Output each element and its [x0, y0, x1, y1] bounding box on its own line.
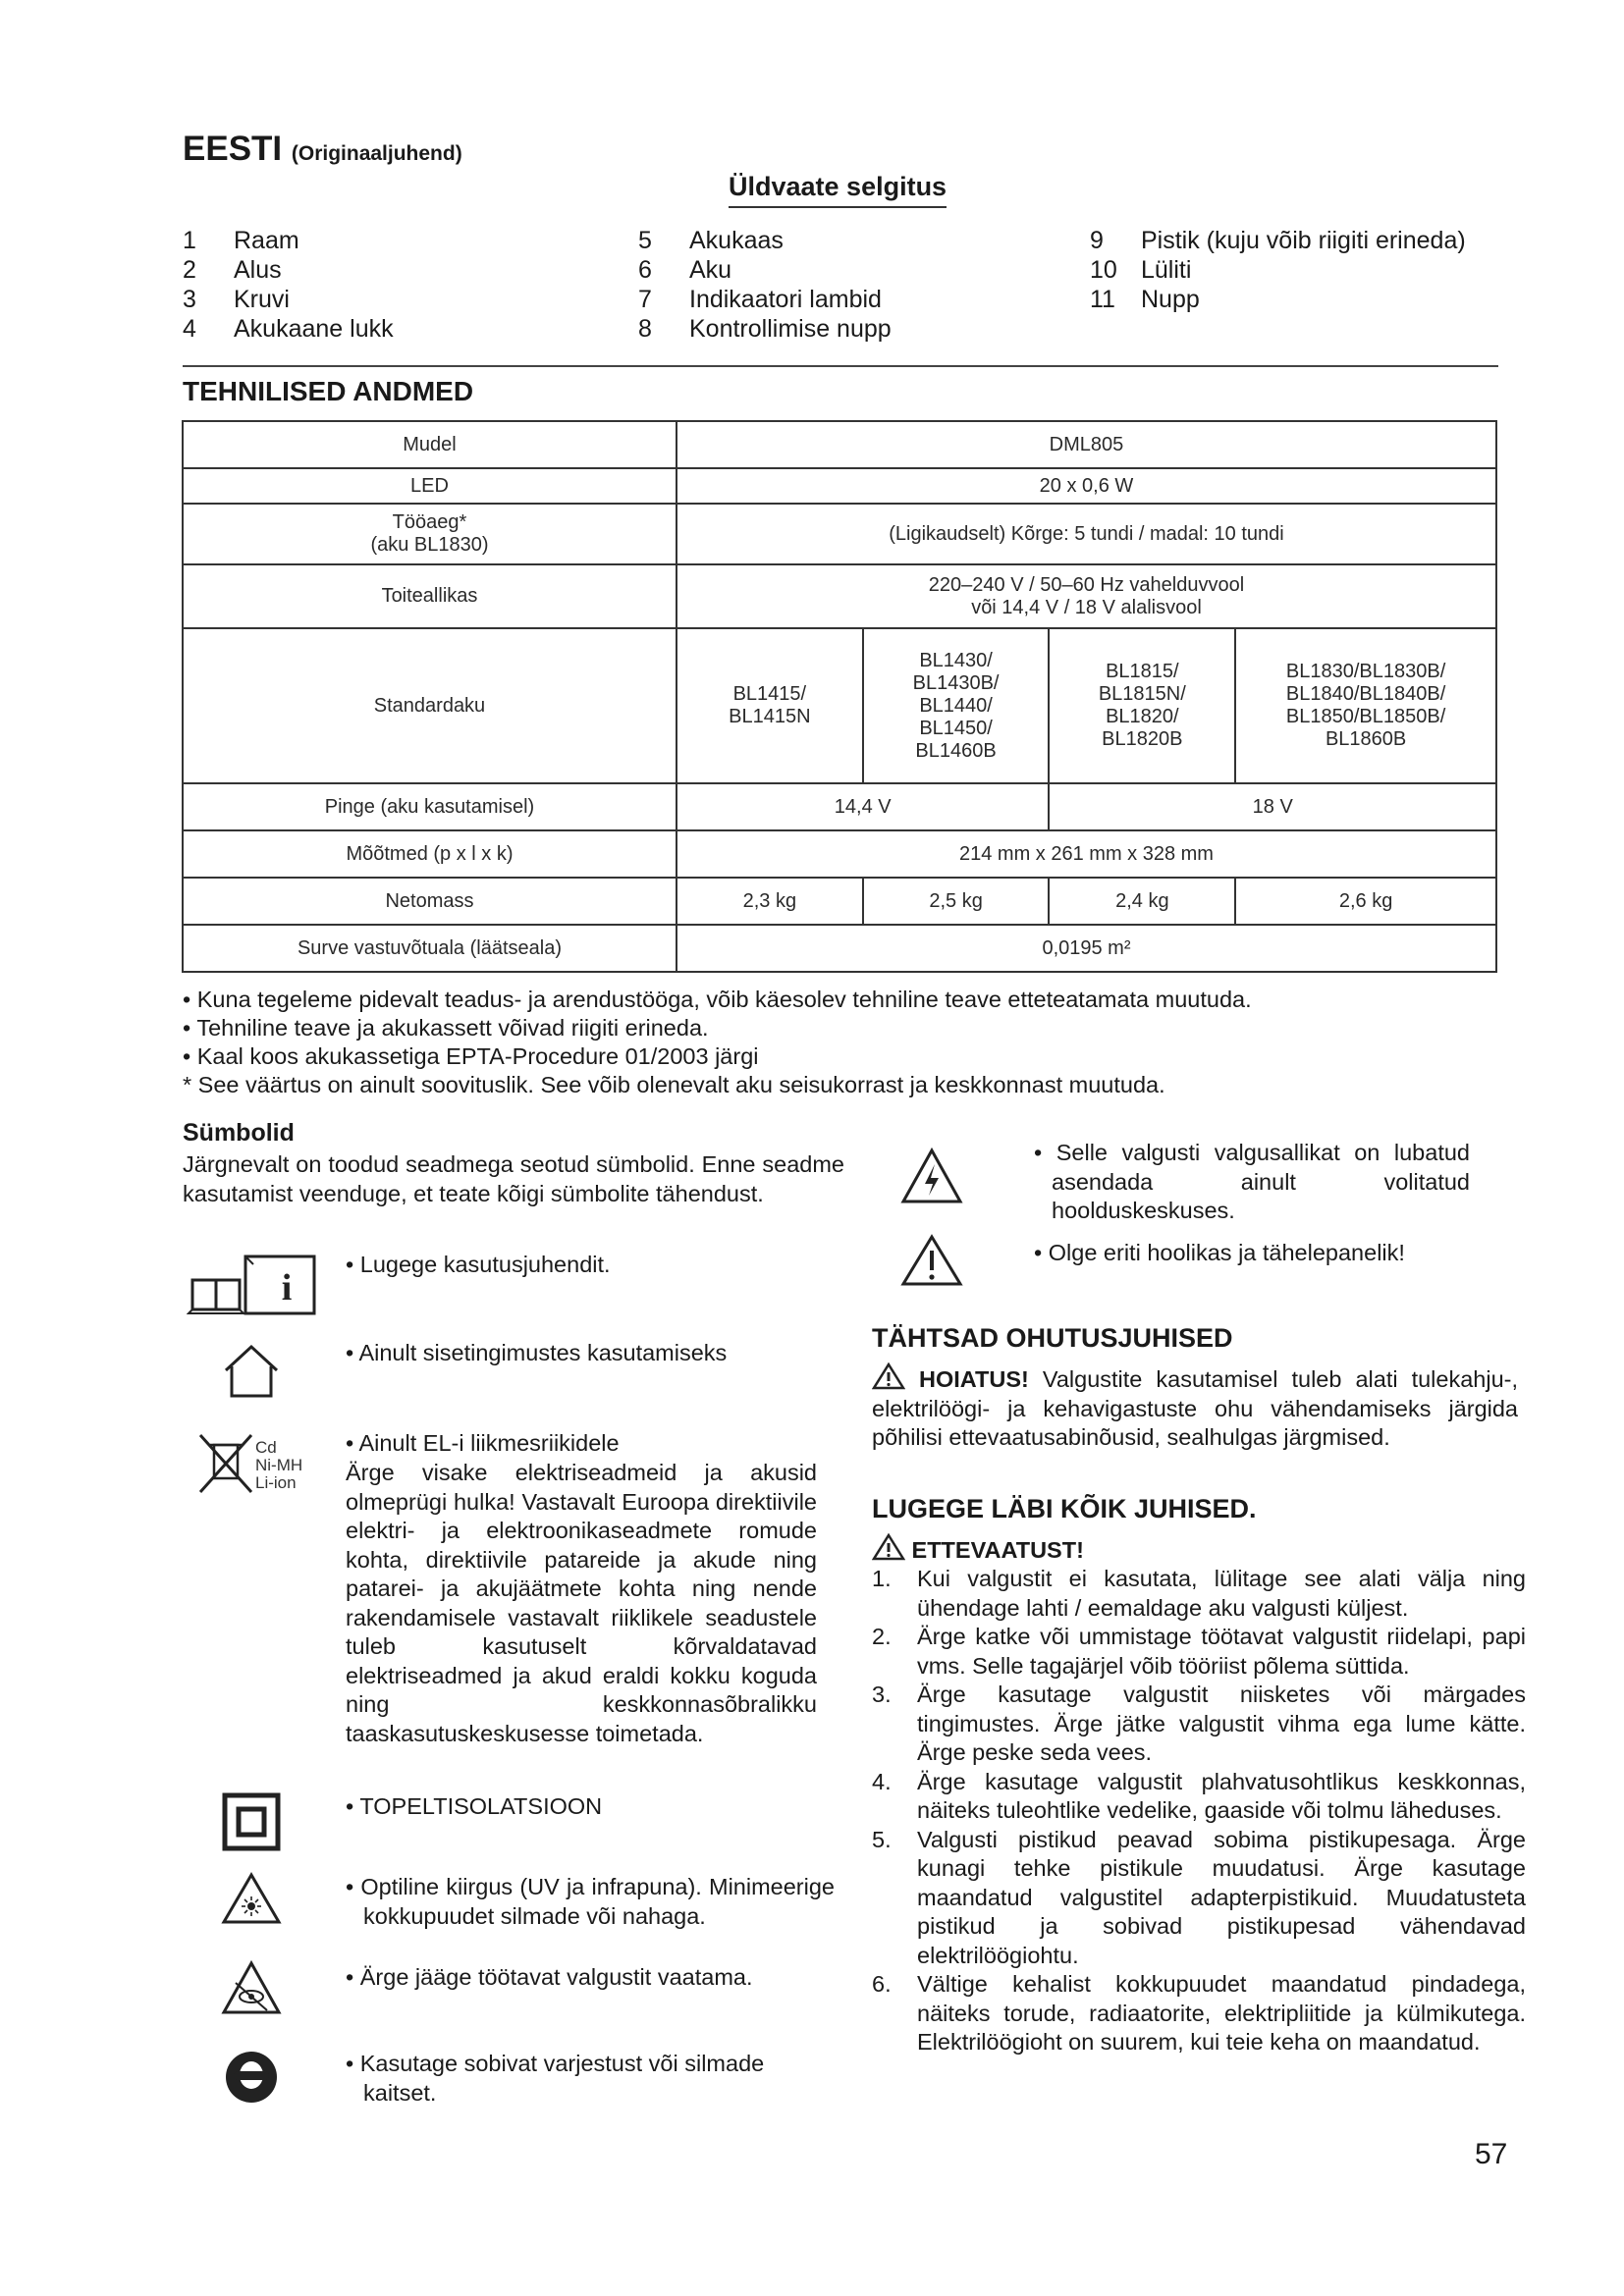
no-stare-icon	[220, 1959, 283, 2018]
spec-value: 14,4 V	[677, 783, 1049, 830]
spec-row-mass	[183, 878, 1496, 925]
warning-icon	[872, 1362, 905, 1390]
spec-value: 20 x 0,6 W	[677, 468, 1496, 504]
spec-label: Pinge (aku kasutamisel)	[183, 783, 677, 830]
spec-label: Mõõtmed (p x l x k)	[183, 830, 677, 878]
battery-model: BL1415/	[732, 683, 807, 705]
rule-number: 6.	[872, 1971, 892, 1997]
spec-value: 0,0195 m²	[677, 925, 1496, 972]
rule-text: Valgusti pistikud peavad sobima pistikupesaga. Ärge kunagi tehke pistikule muudatusi. Ärge kasutage maandatud valgustitel adapterpistikuid. Muudatusteta pistikud ja sobivad pistikupesad vähendavad elektrilöögiohtu.	[917, 1826, 1526, 1968]
spec-row-runtime	[183, 504, 1496, 564]
note: • Kaal koos akukassetiga EPTA-Procedure 01/2003 järgi	[183, 1043, 759, 1069]
spec-row-led	[183, 468, 1496, 504]
part-name: Kruvi	[234, 286, 290, 313]
page-number: 57	[1475, 2138, 1508, 2170]
safety-rule	[872, 1681, 1526, 1768]
part-name: Akukaas	[689, 227, 784, 254]
battery-model: BL1820B	[1102, 728, 1183, 750]
battery-model: BL1850/BL1850B/	[1285, 706, 1446, 727]
spec-row-voltage	[183, 783, 1496, 830]
caution-small-icon	[872, 1533, 905, 1561]
part-number: 1	[183, 227, 196, 254]
spec-label: LED	[183, 468, 677, 504]
caution-label: ETTEVAATUST!	[911, 1537, 1084, 1563]
warning-text: Valgustite kasutamisel tuleb alati tulekahju-, elektrilöögi- ja kehavigastuste ohu vähendamiseks järgida põhilisi ettevaatusabinõusid, sealhulgas järgmised.	[872, 1366, 1519, 1450]
spec-notes	[183, 986, 1252, 1099]
spec-value: (Ligikaudselt) Kõrge: 5 tundi / madal: 10 tundi	[677, 504, 1496, 564]
part-number: 6	[638, 256, 652, 284]
power-ac: 220–240 V / 50–60 Hz vahelduvvool	[928, 573, 1245, 596]
battery-model: BL1830/BL1830B/	[1285, 661, 1446, 682]
rule-text: Kui valgustit ei kasutata, lülitage see alati välja ning ühendage lahti / eemaldage aku valgusti küljest.	[917, 1566, 1526, 1621]
spec-row-area	[183, 925, 1496, 972]
eu-only-text: • Ainult EL-i liikmesriikidele	[346, 1430, 620, 1456]
read-manual-text: • Lugege kasutusjuhendit.	[346, 1252, 611, 1277]
part-item	[183, 226, 394, 255]
part-name: Pistik (kuju võib riigiti erineda)	[1141, 227, 1466, 254]
eu-disposal-text: Ärge visake elektriseadmeid ja akusid olmeprügi hulka! Vastavalt Euroopa direktiivile elektri- ja elektroonikaseadmete romude kohta, direktiivile patareide ja akude ning patarei- ja akujäätmete kohta ning nende rakendamisele vastavalt riiklikele seadustele tuleb kasutuselt kõrvaldatavad elektriseadmed ja akud eraldi kokku koguda ning keskkonnasõbralikku taaskasutuskeskusesse toimetada.	[346, 1460, 817, 1746]
part-name: Raam	[234, 227, 299, 254]
eye-protection-icon	[224, 2050, 279, 2105]
battery-model: BL1820/	[1106, 706, 1179, 727]
battery-model: BL1430B/	[912, 671, 1000, 694]
part-item	[183, 314, 394, 344]
overview-title: Üldvaate selgitus	[729, 172, 947, 208]
parts-list-col1	[183, 226, 394, 344]
part-number: 10	[1090, 256, 1117, 284]
spec-row-battery	[183, 628, 1496, 783]
runtime-label: Tööaeg*	[392, 511, 467, 533]
note: • Tehniline teave ja akukassett võivad riigiti erineda.	[183, 1015, 709, 1041]
part-name: Nupp	[1141, 286, 1200, 313]
spec-label: Netomass	[183, 878, 677, 925]
house-icon	[220, 1343, 283, 1400]
bin-label-cd: Cd	[255, 1438, 277, 1457]
rule-number: 3.	[872, 1682, 892, 1707]
battery-model: BL1440/	[919, 694, 993, 717]
double-insulation-text: • TOPELTISOLATSIOON	[346, 1793, 603, 1819]
read-manual-icon	[187, 1253, 324, 1317]
spec-label	[183, 504, 677, 564]
indoor-text: • Ainult sisetingimustes kasutamiseks	[346, 1340, 728, 1365]
specs-title: TEHNILISED ANDMED	[183, 376, 474, 406]
part-number: 4	[183, 315, 196, 343]
safety-rule	[872, 1565, 1526, 1623]
symbols-intro: Järgnevalt on toodud seadmega seotud sümbolid. Enne seadme kasutamist veenduge, et teate kõigi sümbolite tähendust.	[183, 1151, 844, 1206]
spec-value: 2,5 kg	[863, 878, 1050, 925]
language-subtitle: (Originaaljuhend)	[291, 142, 462, 165]
caution-heading	[872, 1533, 1084, 1564]
rule-text: Ärge kasutage valgustit plahvatusohtlikus keskkonnas, näiteks tuleohtlike vedelike, gaaside või tolmu läheduses.	[917, 1768, 1526, 1823]
symbols-title: Sümbolid	[183, 1119, 295, 1147]
parts-list-col2	[638, 226, 892, 344]
spec-row-dimensions	[183, 830, 1496, 878]
eye-protection-text: • Kasutage sobivat varjestust või silmade kaitset.	[346, 2051, 765, 2106]
electric-warning-icon	[899, 1147, 964, 1205]
spec-value: 2,3 kg	[677, 878, 863, 925]
rule-number: 2.	[872, 1624, 892, 1649]
part-item	[183, 285, 394, 314]
battery-model: BL1415N	[729, 706, 811, 727]
divider	[183, 365, 1498, 367]
bin-label-liion: Li-ion	[255, 1473, 297, 1492]
battery-model: BL1860B	[1325, 728, 1407, 750]
bin-labels	[255, 1439, 302, 1492]
note: • Kuna tegeleme pidevalt teadus- ja arendustööga, võib käesolev tehniline teave etteteatamata muutuda.	[183, 987, 1252, 1012]
spec-label: Surve vastuvõtuala (läätseala)	[183, 925, 677, 972]
optical-radiation-text: • Optiline kiirgus (UV ja infrapuna). Minimeerige kokkupuudet silmade või nahaga.	[346, 1874, 835, 1929]
svg-text:i: i	[281, 1267, 293, 1308]
spec-label: Toiteallikas	[183, 564, 677, 628]
part-name: Akukaane lukk	[234, 315, 394, 343]
part-item	[638, 255, 892, 285]
careful-text: • Olge eriti hoolikas ja tähelepanelik!	[1034, 1240, 1405, 1265]
rule-number: 4.	[872, 1768, 892, 1794]
part-item	[1090, 226, 1466, 255]
safety-rule	[872, 1826, 1526, 1971]
spec-row-power	[183, 564, 1496, 628]
spec-value: 18 V	[1049, 783, 1496, 830]
part-item	[638, 226, 892, 255]
battery-model: BL1815N/	[1098, 683, 1186, 705]
spec-label: Mudel	[183, 421, 677, 468]
replace-light-text: • Selle valgusti valgusallikat on lubatud asendada ainult volitatud hoolduskeskuses.	[1034, 1140, 1470, 1223]
note: * See väärtus on ainult soovituslik. See võib olenevalt aku seisukorrast ja keskkonnast muutuda.	[183, 1072, 1165, 1097]
battery-group-1	[677, 628, 863, 783]
safety-rule	[872, 1768, 1526, 1826]
part-item	[183, 255, 394, 285]
spec-value: DML805	[677, 421, 1496, 468]
spec-value	[677, 564, 1496, 628]
battery-model: BL1840/BL1840B/	[1285, 683, 1446, 705]
part-number: 8	[638, 315, 652, 343]
rule-number: 5.	[872, 1826, 892, 1852]
rule-text: Ärge katke või ummistage töötavat valgustit riidelapi, papi vms. Selle tagajärjel võib tööriist põlema süttida.	[917, 1624, 1526, 1679]
power-dc: või 14,4 V / 18 V alalisvool	[971, 596, 1202, 618]
spec-table	[182, 420, 1497, 973]
part-number: 7	[638, 286, 652, 313]
part-item	[1090, 255, 1466, 285]
bin-label-nimh: Ni-MH	[255, 1456, 303, 1474]
part-item	[638, 285, 892, 314]
battery-group-2	[863, 628, 1050, 783]
battery-model: BL1815/	[1106, 661, 1179, 682]
part-number: 3	[183, 286, 196, 313]
battery-model: BL1450/	[919, 717, 993, 739]
rule-number: 1.	[872, 1566, 892, 1591]
warning-label: HOIATUS!	[919, 1366, 1029, 1392]
battery-group-4	[1235, 628, 1496, 783]
safety-rule	[872, 1623, 1526, 1681]
battery-group-3	[1049, 628, 1235, 783]
crossed-bin-icon	[196, 1431, 257, 1500]
language-heading	[183, 130, 462, 169]
laser-warning-icon	[220, 1871, 283, 1926]
battery-model: BL1460B	[915, 739, 997, 762]
part-name: Indikaatori lambid	[689, 286, 882, 313]
part-name: Alus	[234, 256, 282, 284]
part-name: Kontrollimise nupp	[689, 315, 892, 343]
part-number: 5	[638, 227, 652, 254]
part-name: Lüliti	[1141, 256, 1192, 284]
rule-text: Ärge kasutage valgustit niisketes või märgades tingimustes. Ärge jätke valgustit vihma ega lume kätte. Ärge peske seda vees.	[917, 1682, 1526, 1765]
part-number: 2	[183, 256, 196, 284]
safety-rules	[872, 1565, 1526, 2057]
part-name: Aku	[689, 256, 732, 284]
part-item	[638, 314, 892, 344]
part-number: 11	[1090, 286, 1115, 313]
safety-rule	[872, 1970, 1526, 2057]
double-insulation-icon	[222, 1792, 281, 1851]
safety-title: TÄHTSAD OHUTUSJUHISED	[872, 1323, 1233, 1353]
parts-list-col3	[1090, 226, 1466, 314]
part-item	[1090, 285, 1466, 314]
read-all-heading: LUGEGE LÄBI KÕIK JUHISED.	[872, 1494, 1257, 1523]
battery-model: BL1430/	[919, 649, 993, 671]
part-number: 9	[1090, 227, 1104, 254]
spec-label: Standardaku	[183, 628, 677, 783]
spec-row-model	[183, 421, 1496, 468]
no-stare-text: • Ärge jääge töötavat valgustit vaatama.	[346, 1964, 753, 1990]
caution-icon	[899, 1233, 964, 1288]
spec-value: 2,6 kg	[1235, 878, 1496, 925]
runtime-label-battery: (aku BL1830)	[370, 534, 489, 556]
warning-paragraph	[872, 1362, 1518, 1453]
rule-text: Vältige kehalist kokkupuudet maandatud pindadega, näiteks torude, radiaatorite, elektripliitide ja külmikutega. Elektrilöögioht on suurem, kui teie keha on maandatud.	[917, 1971, 1526, 2055]
language-title: EESTI	[183, 130, 283, 168]
spec-value: 214 mm x 261 mm x 328 mm	[677, 830, 1496, 878]
spec-value: 2,4 kg	[1049, 878, 1235, 925]
